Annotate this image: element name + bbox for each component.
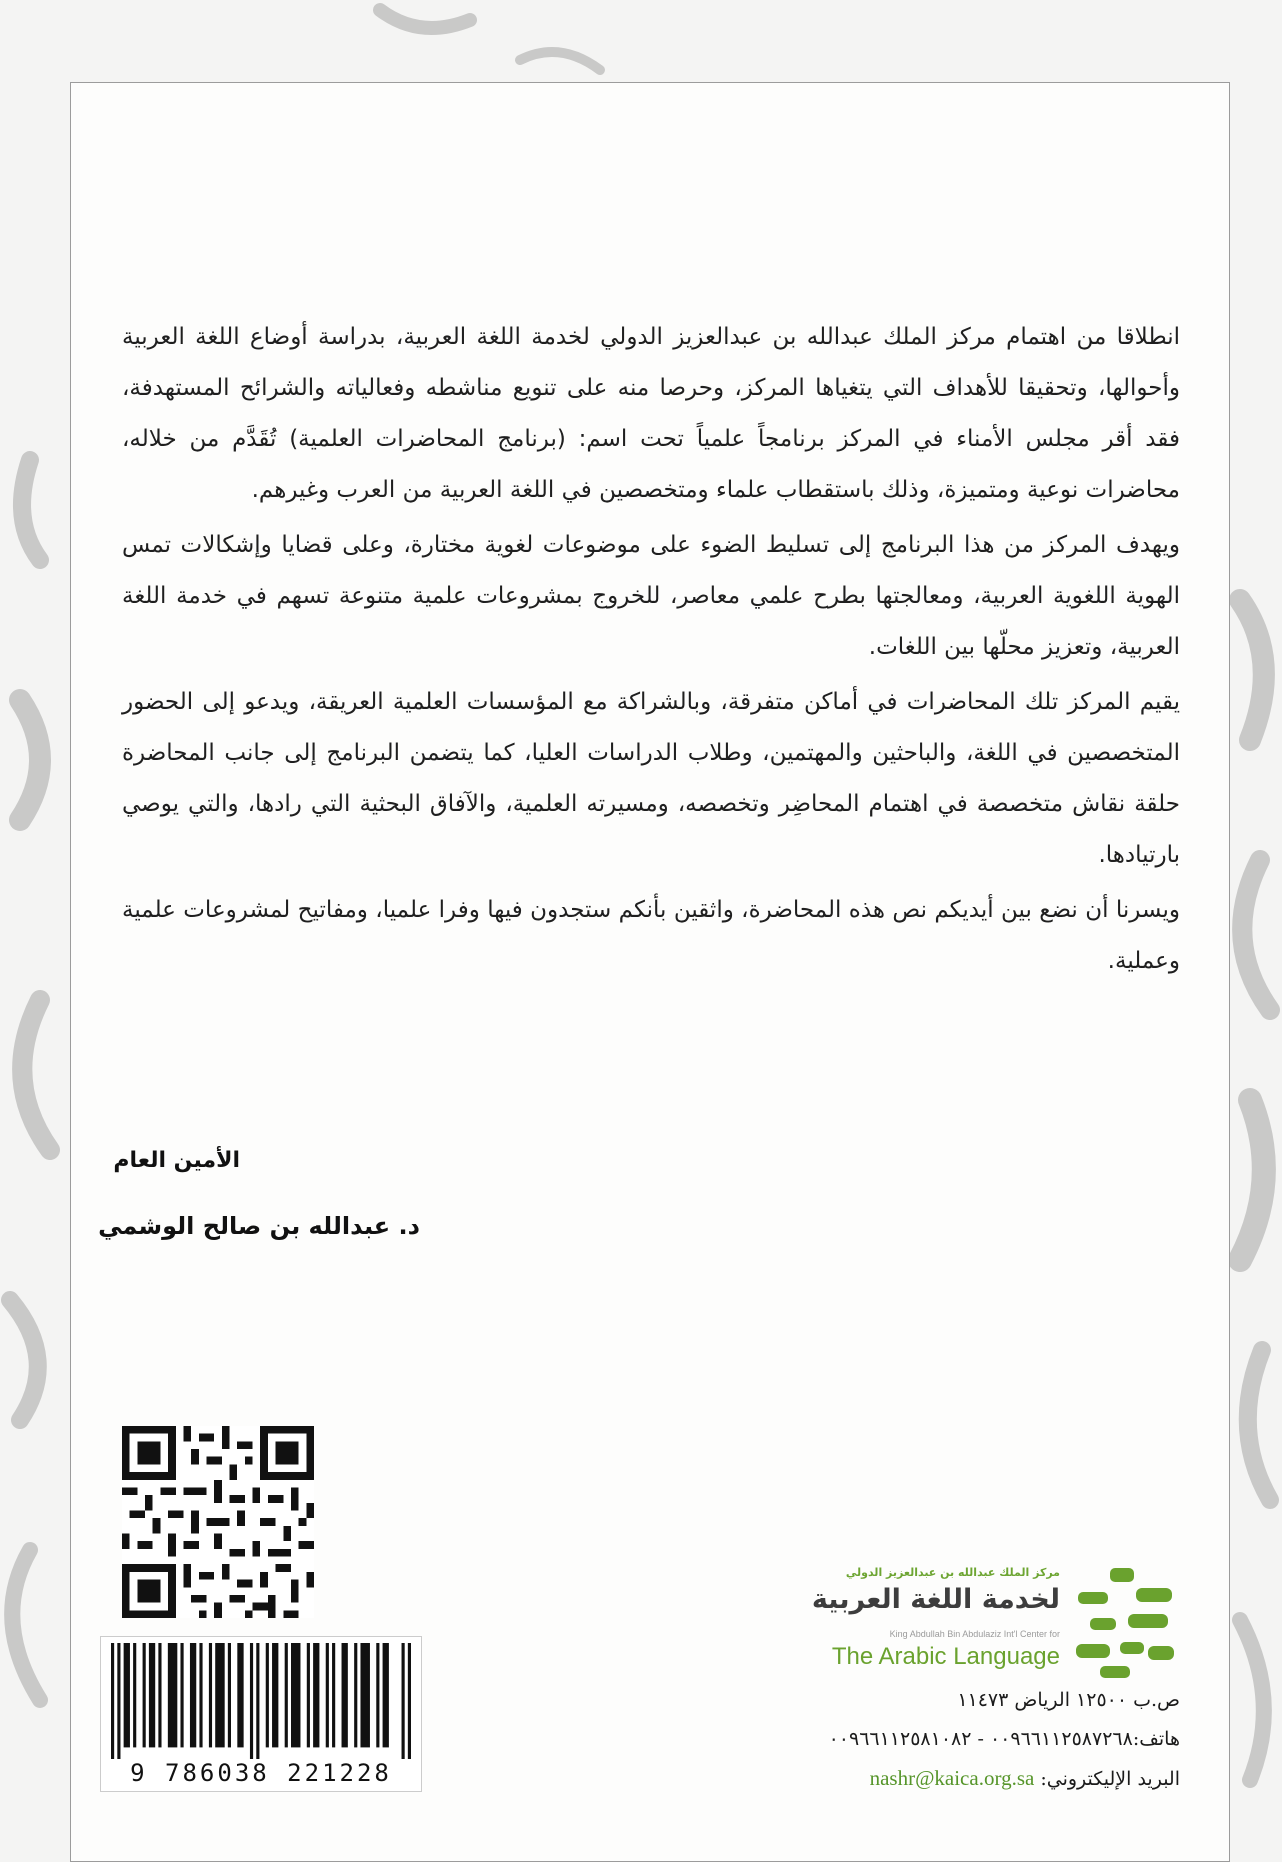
intro-paragraph: يقيم المركز تلك المحاضرات في أماكن متفرقة، وبالشراكة مع المؤسسات العلمية العريقة، ويدعو إلى الحضور المتخصصين في اللغة، والباحثين والمهتمين، وطلاب الدراسات العليا، كما يتضمن البرنامج إلى جانب المحاضرة حلقة نقاش متخصصة في اهتمام المحاضِر وتخصصه، ومسيرته العلمية، والآفاق البحثية التي رادها، والتي يوصي بارتيادها.: [122, 689, 1180, 868]
intro-text: [122, 312, 1180, 991]
kaica-calligraphic-logo-icon: [1070, 1562, 1182, 1682]
logo-english-title: The Arabic Language: [831, 1643, 1060, 1670]
phone-numbers: هاتف:٠٠٩٦٦١١٢٥٨٧٢٦٨ - ٠٠٩٦٦١١٢٥٨١٠٨٢: [828, 1728, 1180, 1750]
email-label: البريد الإليكتروني:: [1040, 1768, 1180, 1790]
email-link[interactable]: nashr@kaica.org.sa: [869, 1766, 1035, 1790]
qr-code: [122, 1426, 314, 1618]
signature-title: الأمين العام: [113, 1148, 240, 1173]
barcode-bars: [111, 1643, 411, 1759]
email-line: [690, 1766, 1180, 1791]
logo-english-subtitle: King Abdullah Bin Abdulaziz Int'l Center for: [889, 1629, 1060, 1639]
intro-paragraph: ويهدف المركز من هذا البرنامج إلى تسليط الضوء على موضوعات لغوية مختارة، وعلى قضايا وإشكالات تمس الهوية اللغوية العربية، ومعالجتها بطرح علمي معاصر، للخروج بمشروعات علمية متنوعة تسهم في خدمة اللغة العربية، وتعزيز محلّها بين اللغات.: [122, 532, 1180, 660]
isbn-digits: 9 786038 221228: [130, 1759, 392, 1787]
isbn-barcode: [100, 1636, 422, 1792]
signature-name: د. عبدالله بن صالح الوشمي: [98, 1212, 420, 1240]
intro-paragraph: ويسرنا أن نضع بين أيديكم نص هذه المحاضرة، واثقين بأنكم ستجدون فيها وفرا علميا، ومفاتيح لمشروعات علمية وعملية.: [122, 897, 1180, 974]
po-box: ص.ب ١٢٥٠٠ الرياض ١١٤٧٣: [957, 1689, 1180, 1711]
intro-paragraph: انطلاقا من اهتمام مركز الملك عبدالله بن عبدالعزيز الدولي لخدمة اللغة العربية، بدراسة أوضاع اللغة العربية وأحوالها، وتحقيقا للأهداف التي يتغياها المركز، وحرصا منه على تنويع مناشطه وفعالياته والشرائح المستهدفة، فقد أقر مجلس الأمناء في المركز برنامجاً علمياً تحت اسم: (برنامج المحاضرات العلمية) تُقَدَّم من خلاله، محاضرات نوعية ومتميزة، وذلك باستقطاب علماء ومتخصصين في اللغة العربية من العرب وغيرهم.: [122, 324, 1180, 503]
logo-arabic-title: لخدمة اللغة العربية: [811, 1584, 1060, 1615]
logo-arabic-center-name: مركز الملك عبدالله بن عبدالعزيز الدولي: [845, 1566, 1060, 1579]
